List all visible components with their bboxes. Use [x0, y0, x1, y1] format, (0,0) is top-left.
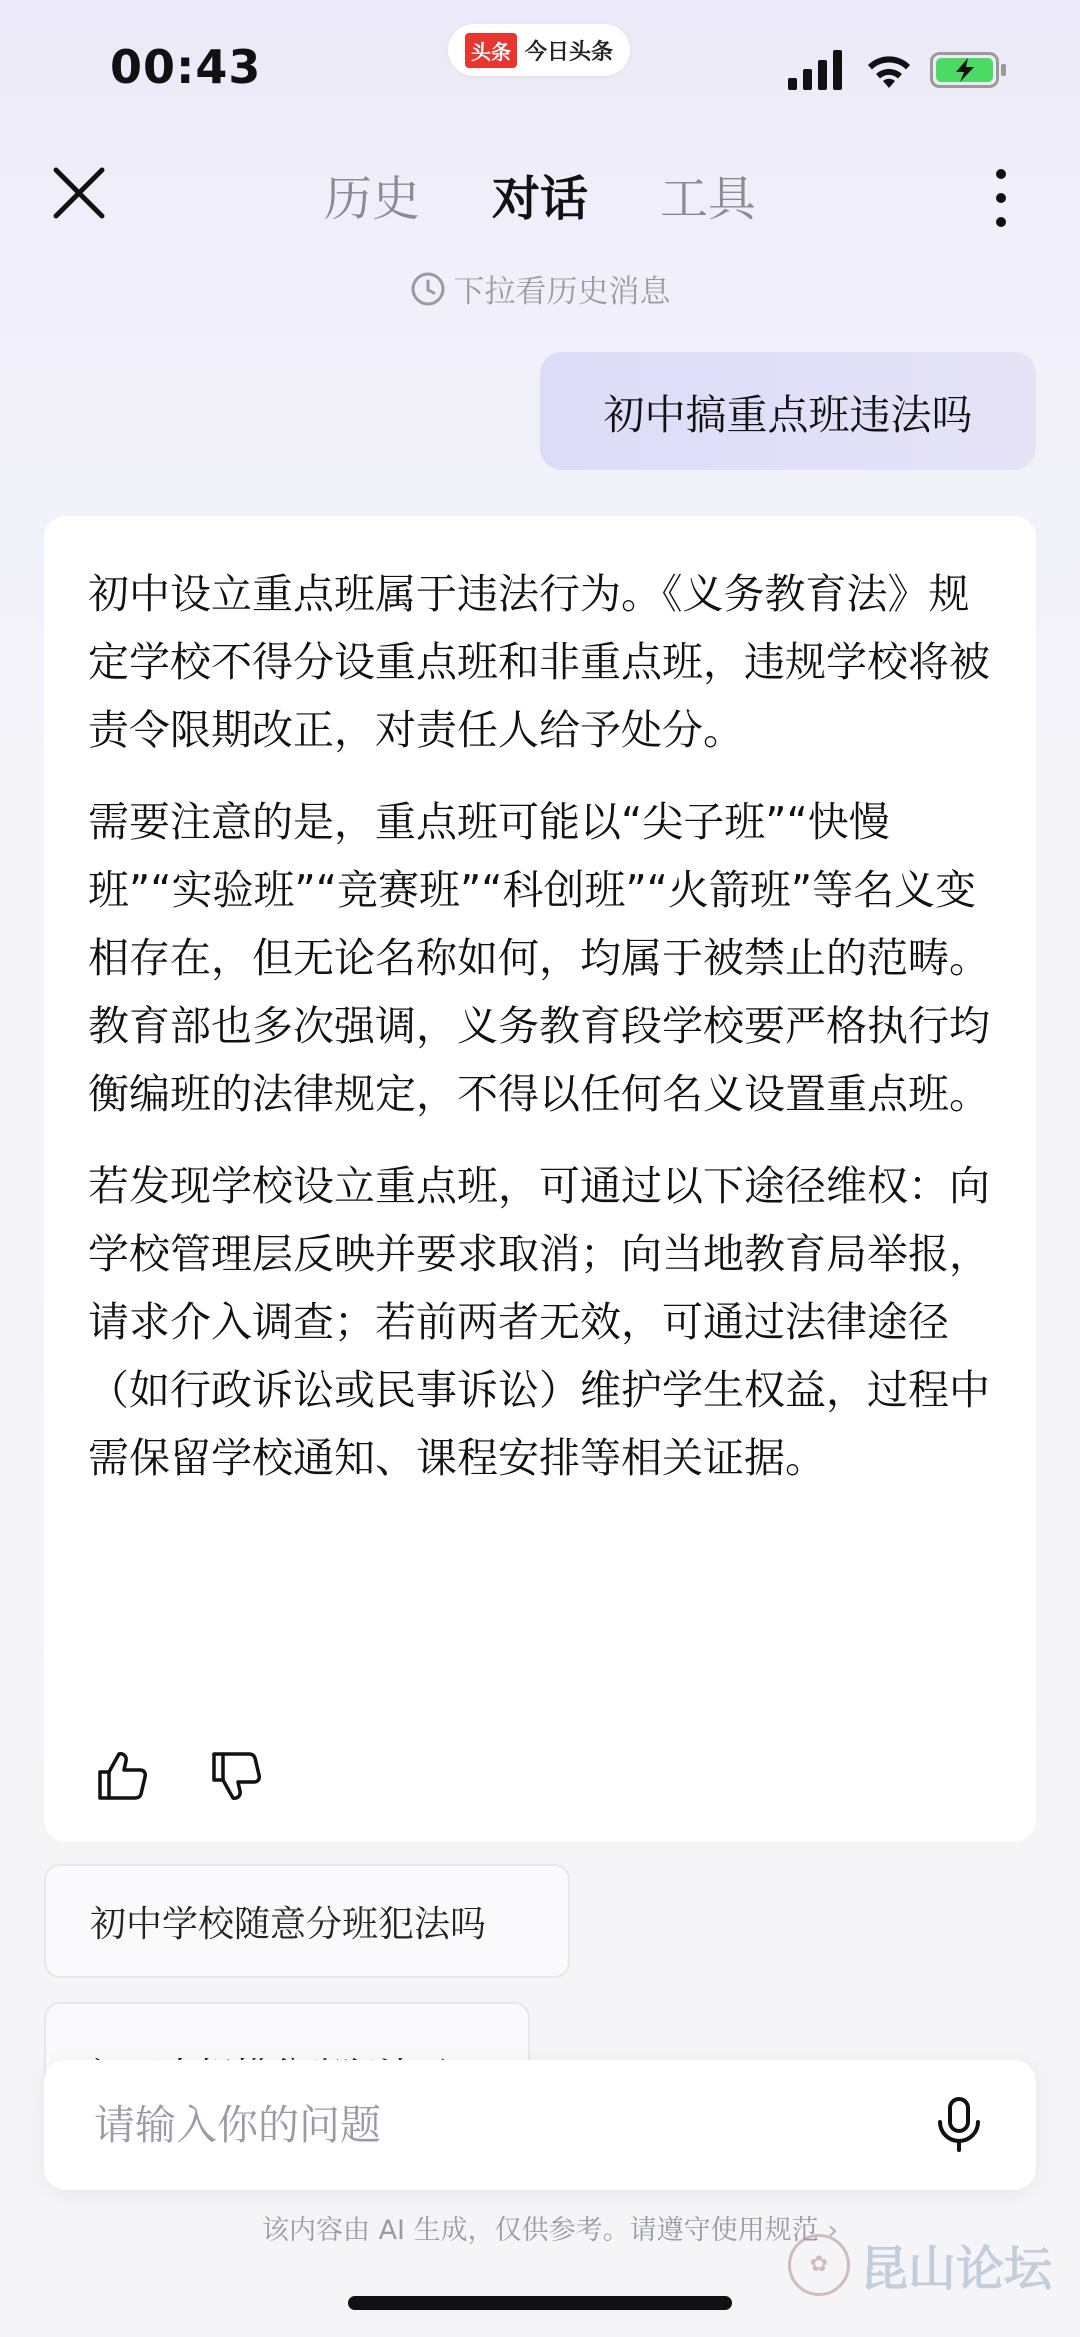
home-indicator[interactable]: [348, 2296, 732, 2310]
watermark-text: 昆山论坛: [860, 2241, 1053, 2297]
tab-bar: [0, 150, 1080, 229]
status-bar: [0, 0, 1080, 140]
chevron-right-icon: ›: [827, 2215, 838, 2246]
forum-watermark: [788, 2230, 1052, 2299]
ai-answer-card: [44, 516, 1036, 1842]
tab-chat[interactable]: 对话: [491, 171, 588, 227]
microphone-icon[interactable]: [928, 2094, 990, 2156]
thumbs-up-icon[interactable]: [94, 1748, 150, 1804]
pull-history-text: 下拉看历史消息: [453, 274, 671, 310]
user-message-bubble[interactable]: [540, 352, 1036, 470]
answer-paragraph: 需要注意的是，重点班可能以“尖子班”“快慢班”“实验班”“竞赛班”“科创班”“火箭班”等名义变相存在，但无论名称如何，均属于被禁止的范畴。教育部也多次强调，义务教育段学校要严格执行均衡编班的法律规定，不得以任何名义设置重点班。: [88, 798, 990, 1118]
back-to-app-pill[interactable]: [448, 24, 630, 76]
tab-tools[interactable]: 工具: [660, 171, 757, 227]
more-vertical-icon[interactable]: [986, 162, 1016, 234]
app-name: 今日头条: [524, 39, 613, 65]
disclaimer-text: 该内容由 AI 生成，仅供参考。请遵守使用规范: [261, 2215, 819, 2246]
watermark-seal-icon: ✿: [788, 2234, 850, 2296]
status-time: 00:43: [110, 40, 262, 94]
question-input[interactable]: [94, 2060, 894, 2190]
wifi-icon: [864, 50, 914, 90]
clock-icon: [410, 271, 446, 307]
answer-feedback: [94, 1748, 264, 1804]
tab-history[interactable]: 历史: [323, 171, 420, 227]
pull-history-hint[interactable]: [0, 266, 1080, 311]
toutiao-logo: 头条: [465, 33, 517, 68]
thumbs-down-icon[interactable]: [208, 1748, 264, 1804]
answer-paragraph: 初中设立重点班属于违法行为。《义务教育法》规定学校不得分设重点班和非重点班，违规学校将被责令限期改正，对责任人给予处分。: [88, 570, 990, 754]
chat-header: [0, 150, 1080, 250]
battery-charging-icon: [930, 52, 1008, 88]
chat-input-bar: [44, 2060, 1036, 2190]
suggested-question-text: 初中学校随意分班犯法吗: [90, 1903, 487, 1945]
user-message-text: 初中搞重点班违法吗: [603, 390, 973, 439]
cellular-signal-icon: [788, 50, 844, 90]
answer-paragraph: 若发现学校设立重点班，可通过以下途径维权：向学校管理层反映并要求取消；向当地教育局举报，请求介入调查；若前两者无效，可通过法律途径（如行政诉讼或民事诉讼）维护学生权益，过程中需保留学校通知、课程安排等相关证据。: [88, 1162, 990, 1482]
suggested-question[interactable]: [44, 1864, 570, 1978]
